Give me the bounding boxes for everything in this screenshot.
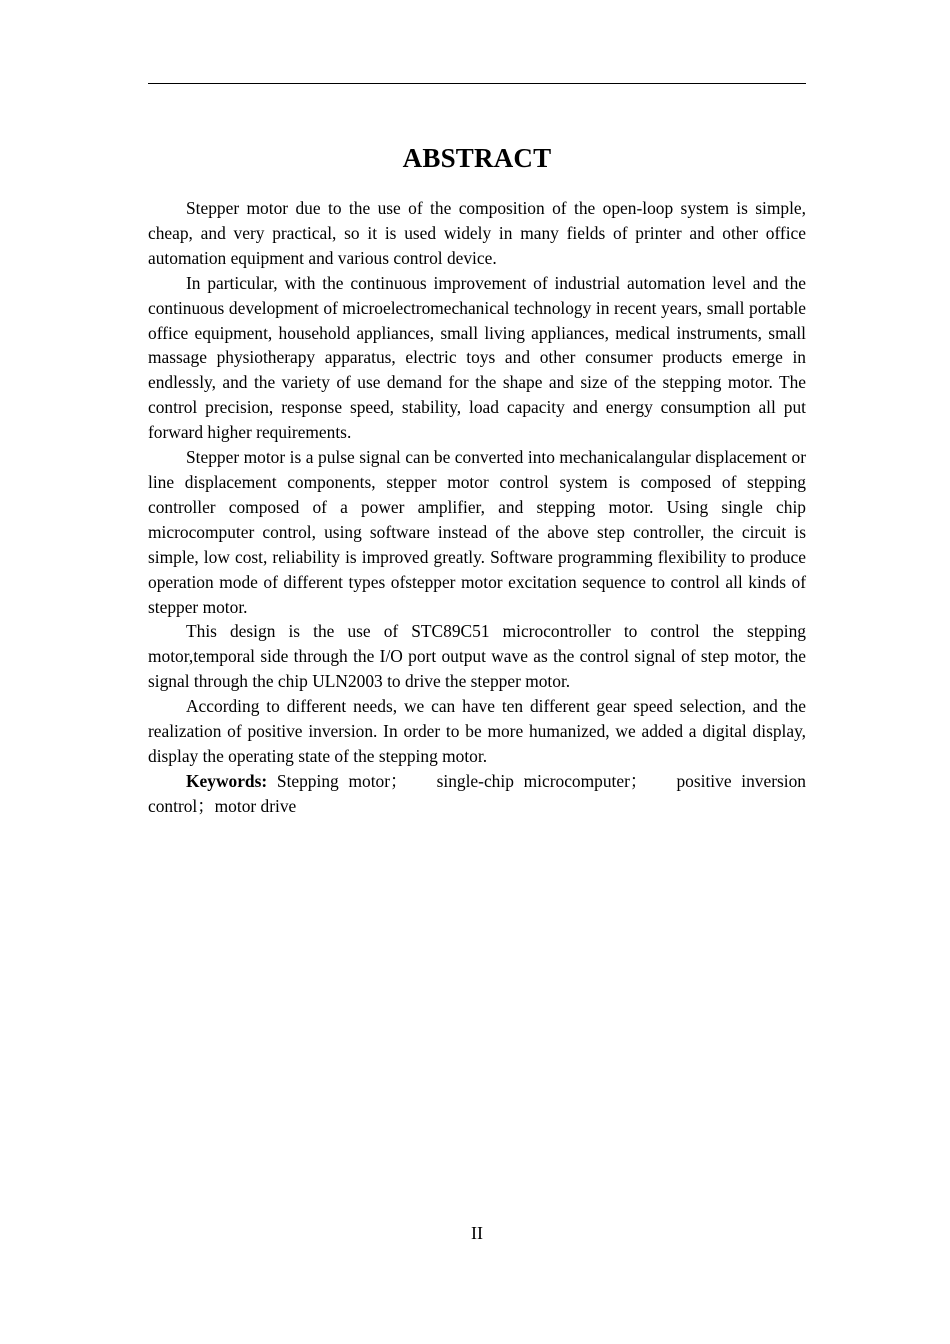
- keywords-label: Keywords:: [186, 770, 268, 791]
- abstract-body: [148, 196, 806, 819]
- header-rule: [148, 83, 806, 84]
- abstract-paragraph: Stepper motor due to the use of the composition of the open-loop system is simple, cheap, and very practical, so it is used widely in many fields of printer and other office automation equipment and various control device.: [148, 198, 806, 268]
- abstract-paragraph: Stepper motor is a pulse signal can be converted into mechanicalangular displacement or line displacement components, stepper motor control system is composed of stepping controller composed of a power amplifier, and stepping motor. Using single chip microcomputer control, using software instead of the above step controller, the circuit is simple, low cost, reliability is improved greatly. Software programming flexibility to produce operation mode of different types ofstepper motor excitation sequence to control all kinds of stepper motor.: [148, 447, 806, 617]
- abstract-paragraph: In particular, with the continuous improvement of industrial automation level and the continuous development of microelectromechanical technology in recent years, small portable office equipment, household appliances, small living appliances, medical instruments, small massage physiotherapy apparatus, electric toys and other consumer products emerge in endlessly, and the variety of use demand for the shape and size of the stepping motor. The control precision, response speed, stability, load capacity and energy consumption all put forward higher requirements.: [148, 272, 806, 443]
- keywords-paragraph: [148, 769, 806, 819]
- abstract-paragraph: This design is the use of STC89C51 microcontroller to control the stepping motor,temporal side through the I/O port output wave as the control signal of step motor, the signal through the chip ULN2003 to drive the stepper motor.: [148, 621, 806, 692]
- keywords-list: Stepping motor； single-chip microcomputer； positive inversion control；motor drive: [148, 770, 806, 816]
- abstract-paragraph: According to different needs, we can have ten different gear speed selection, and the realization of positive inversion. In order to be more humanized, we added a digital display, display the operating state of the stepping motor.: [148, 696, 806, 766]
- page-title: ABSTRACT: [402, 143, 552, 173]
- page-number: II: [471, 1223, 483, 1243]
